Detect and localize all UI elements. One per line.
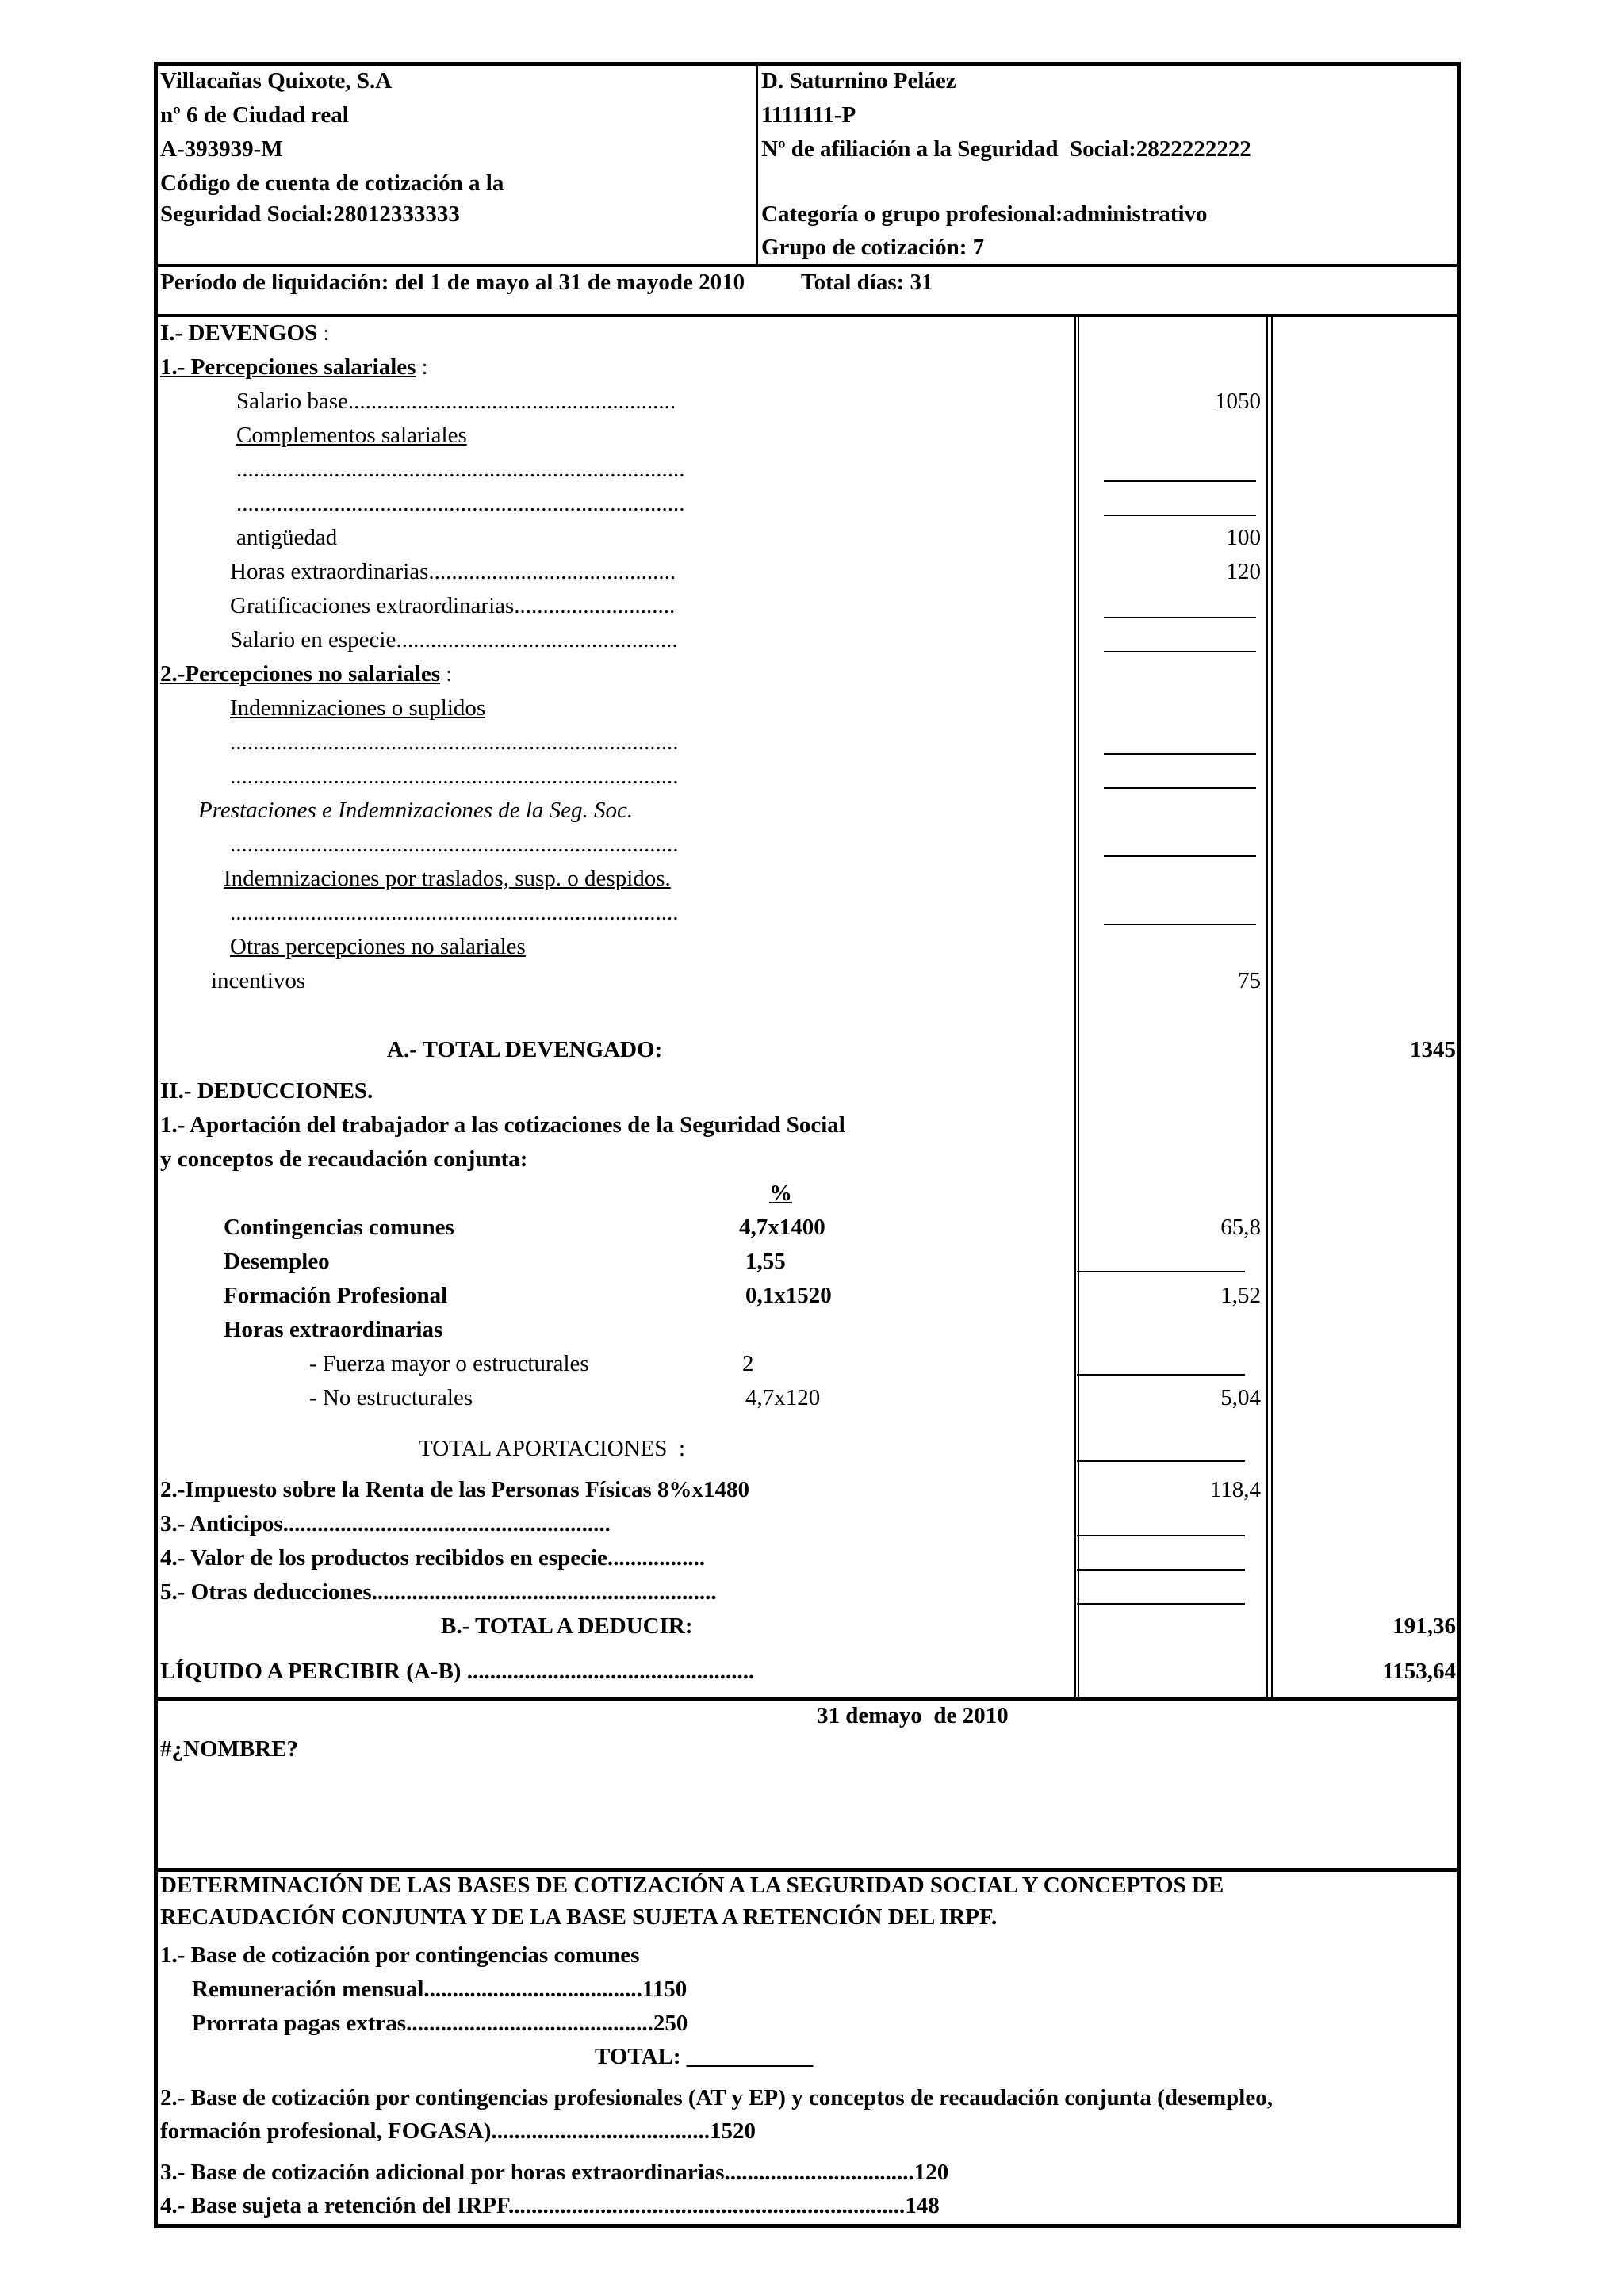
formacion-label: Formación Profesional bbox=[224, 1283, 448, 1308]
no-salariales-title: 2.-Percepciones no salariales : bbox=[160, 661, 453, 687]
total-deducir-value: 191,36 bbox=[1392, 1613, 1456, 1639]
horas-extra-value: 120 bbox=[1226, 559, 1261, 584]
horas-extra-label: Horas extraordinarias........................................... bbox=[230, 559, 676, 584]
blank-line-4 bbox=[1104, 651, 1256, 652]
fuerza-mayor-label: - Fuerza mayor o estructurales bbox=[309, 1351, 589, 1376]
dots-row-4: .............................................................................. bbox=[230, 763, 679, 789]
especie-label: Salario en especie................................................. bbox=[230, 627, 678, 652]
no-estructurales-label: - No estructurales bbox=[309, 1385, 473, 1410]
irpf-label: 2.-Impuesto sobre la Renta de las Personas Físicas 8%x1480 bbox=[160, 1477, 749, 1502]
dots-row-5: .............................................................................. bbox=[230, 832, 679, 857]
period-days: Total días: 31 bbox=[801, 270, 933, 295]
incentivos-value: 75 bbox=[1238, 968, 1261, 993]
liquido-label: LÍQUIDO A PERCIBIR (A-B) .................................................. bbox=[160, 1659, 755, 1684]
total-deducir-label: B.- TOTAL A DEDUCIR: bbox=[441, 1613, 693, 1639]
blank-line-3 bbox=[1104, 617, 1256, 618]
worker-group: Grupo de cotización: 7 bbox=[761, 235, 985, 260]
especie-ded-label: 4.- Valor de los productos recibidos en especie................. bbox=[160, 1545, 706, 1571]
signature-bottom-line bbox=[155, 1868, 1459, 1872]
column-line-2 bbox=[1078, 316, 1079, 1698]
bases-item-3: 3.- Base de cotización adicional por horas extraordinarias.................................120 bbox=[160, 2160, 949, 2185]
worker-ss-number: Nº de afiliación a la Seguridad Social:2822222222 bbox=[761, 136, 1251, 162]
blank-line-12 bbox=[1077, 1535, 1245, 1536]
payslip-frame bbox=[154, 62, 1461, 2228]
bases-prorrata: Prorrata pagas extras...........................................250 bbox=[192, 2011, 688, 2036]
header-bottom-line bbox=[155, 264, 1459, 267]
contingencias-label: Contingencias comunes bbox=[224, 1215, 454, 1240]
fuerza-mayor-rate: 2 bbox=[742, 1351, 754, 1376]
bases-item-4: 4.- Base sujeta a retención del IRPF.....................................................................148 bbox=[160, 2193, 940, 2218]
period-bottom-line bbox=[155, 314, 1459, 317]
aportacion-line-1: 1.- Aportación del trabajador a las cotizaciones de la Seguridad Social bbox=[160, 1112, 845, 1138]
deducciones-title: II.- DEDUCCIONES. bbox=[160, 1078, 373, 1104]
blank-line-7 bbox=[1104, 855, 1256, 857]
blank-line-2 bbox=[1104, 515, 1256, 516]
blank-line-9 bbox=[1077, 1271, 1245, 1272]
header-divider bbox=[756, 63, 758, 265]
otras-deducciones-label: 5.- Otras deducciones............................................................ bbox=[160, 1579, 717, 1605]
blank-line-11 bbox=[1077, 1460, 1245, 1462]
indemnizaciones-label: Indemnizaciones o suplidos bbox=[230, 695, 486, 721]
body-bottom-line bbox=[155, 1697, 1459, 1701]
formacion-value: 1,52 bbox=[1220, 1283, 1261, 1308]
total-devengado-value: 1345 bbox=[1410, 1037, 1456, 1062]
bases-title-2: RECAUDACIÓN CONJUNTA Y DE LA BASE SUJETA A RETENCIÓN DEL IRPF. bbox=[160, 1904, 998, 1930]
period-label: Período de liquidación: del 1 de mayo al 31 de mayode 2010 bbox=[160, 270, 745, 295]
antiguedad-label: antigüedad bbox=[236, 525, 338, 550]
company-name: Villacañas Quixote, S.A bbox=[160, 68, 393, 94]
dots-row-6: .............................................................................. bbox=[230, 900, 679, 925]
incentivos-label: incentivos bbox=[211, 968, 306, 993]
blank-line-10 bbox=[1077, 1374, 1245, 1376]
horas-extra-ded-title: Horas extraordinarias bbox=[224, 1317, 443, 1342]
blank-line-8 bbox=[1104, 924, 1256, 925]
bases-item-2-line-1: 2.- Base de cotización por contingencias profesionales (AT y EP) y conceptos de recaudación conjunta (desempleo, bbox=[160, 2085, 1273, 2110]
blank-line-5 bbox=[1104, 753, 1256, 755]
salario-base-value: 1050 bbox=[1215, 388, 1261, 414]
column-line-3 bbox=[1266, 316, 1268, 1698]
bases-remuneracion: Remuneración mensual......................................1150 bbox=[192, 1976, 688, 2002]
dots-row-3: .............................................................................. bbox=[230, 729, 679, 755]
gratificaciones-label: Gratificaciones extraordinarias............................ bbox=[230, 593, 676, 618]
total-devengado-label: A.- TOTAL DEVENGADO: bbox=[387, 1037, 663, 1062]
otras-percepciones-label: Otras percepciones no salariales bbox=[230, 934, 526, 959]
irpf-value: 118,4 bbox=[1209, 1477, 1261, 1502]
total-aportaciones-label: TOTAL APORTACIONES : bbox=[419, 1436, 685, 1461]
worker-name: D. Saturnino Peláez bbox=[761, 68, 956, 94]
complementos-label: Complementos salariales bbox=[236, 423, 467, 448]
company-ccc-label: Código de cuenta de cotización a la bbox=[160, 170, 504, 196]
devengos-title: I.- DEVENGOS : bbox=[160, 320, 330, 346]
formacion-rate: 0,1x1520 bbox=[745, 1283, 832, 1308]
bases-item-1: 1.- Base de cotización por contingencias comunes bbox=[160, 1942, 640, 1968]
blank-line-13 bbox=[1077, 1569, 1245, 1571]
salario-base-label: Salario base......................................................... bbox=[236, 388, 676, 414]
blank-line-14 bbox=[1077, 1603, 1245, 1605]
dots-row-2: .............................................................................. bbox=[236, 491, 685, 516]
signature-name: #¿NOMBRE? bbox=[160, 1736, 298, 1762]
blank-line-6 bbox=[1104, 787, 1256, 789]
percent-header: % bbox=[769, 1181, 792, 1206]
bases-item-2-line-2: formación profesional, FOGASA)......................................1520 bbox=[160, 2118, 756, 2144]
company-cif: A-393939-M bbox=[160, 136, 283, 162]
bases-title-1: DETERMINACIÓN DE LAS BASES DE COTIZACIÓN A LA SEGURIDAD SOCIAL Y CONCEPTOS DE bbox=[160, 1873, 1224, 1898]
bases-total: TOTAL: ___________ bbox=[595, 2044, 814, 2069]
desempleo-label: Desempleo bbox=[224, 1249, 330, 1274]
prestaciones-label: Prestaciones e Indemnizaciones de la Seg. Soc. bbox=[198, 798, 634, 823]
dots-row-1: .............................................................................. bbox=[236, 457, 685, 482]
worker-category: Categoría o grupo profesional:administrativo bbox=[761, 201, 1208, 227]
salariales-title: 1.- Percepciones salariales : bbox=[160, 354, 428, 380]
blank-line-1 bbox=[1104, 480, 1256, 482]
no-estructurales-rate: 4,7x120 bbox=[745, 1385, 821, 1410]
contingencias-value: 65,8 bbox=[1220, 1215, 1261, 1240]
no-estructurales-value: 5,04 bbox=[1220, 1385, 1261, 1410]
company-address: nº 6 de Ciudad real bbox=[160, 102, 349, 128]
traslados-label: Indemnizaciones por traslados, susp. o despidos. bbox=[224, 866, 671, 891]
company-ccc-value: Seguridad Social:28012333333 bbox=[160, 201, 460, 227]
aportacion-line-2: y conceptos de recaudación conjunta: bbox=[160, 1146, 528, 1172]
contingencias-rate: 4,7x1400 bbox=[739, 1215, 825, 1240]
antiguedad-value: 100 bbox=[1226, 525, 1261, 550]
signature-date: 31 demayo de 2010 bbox=[817, 1703, 1009, 1728]
column-line-4 bbox=[1271, 316, 1273, 1698]
column-line-1 bbox=[1074, 316, 1076, 1698]
worker-nif: 1111111-P bbox=[761, 102, 856, 128]
anticipos-label: 3.- Anticipos......................................................... bbox=[160, 1511, 611, 1536]
liquido-value: 1153,64 bbox=[1382, 1659, 1456, 1684]
desempleo-rate: 1,55 bbox=[745, 1249, 786, 1274]
